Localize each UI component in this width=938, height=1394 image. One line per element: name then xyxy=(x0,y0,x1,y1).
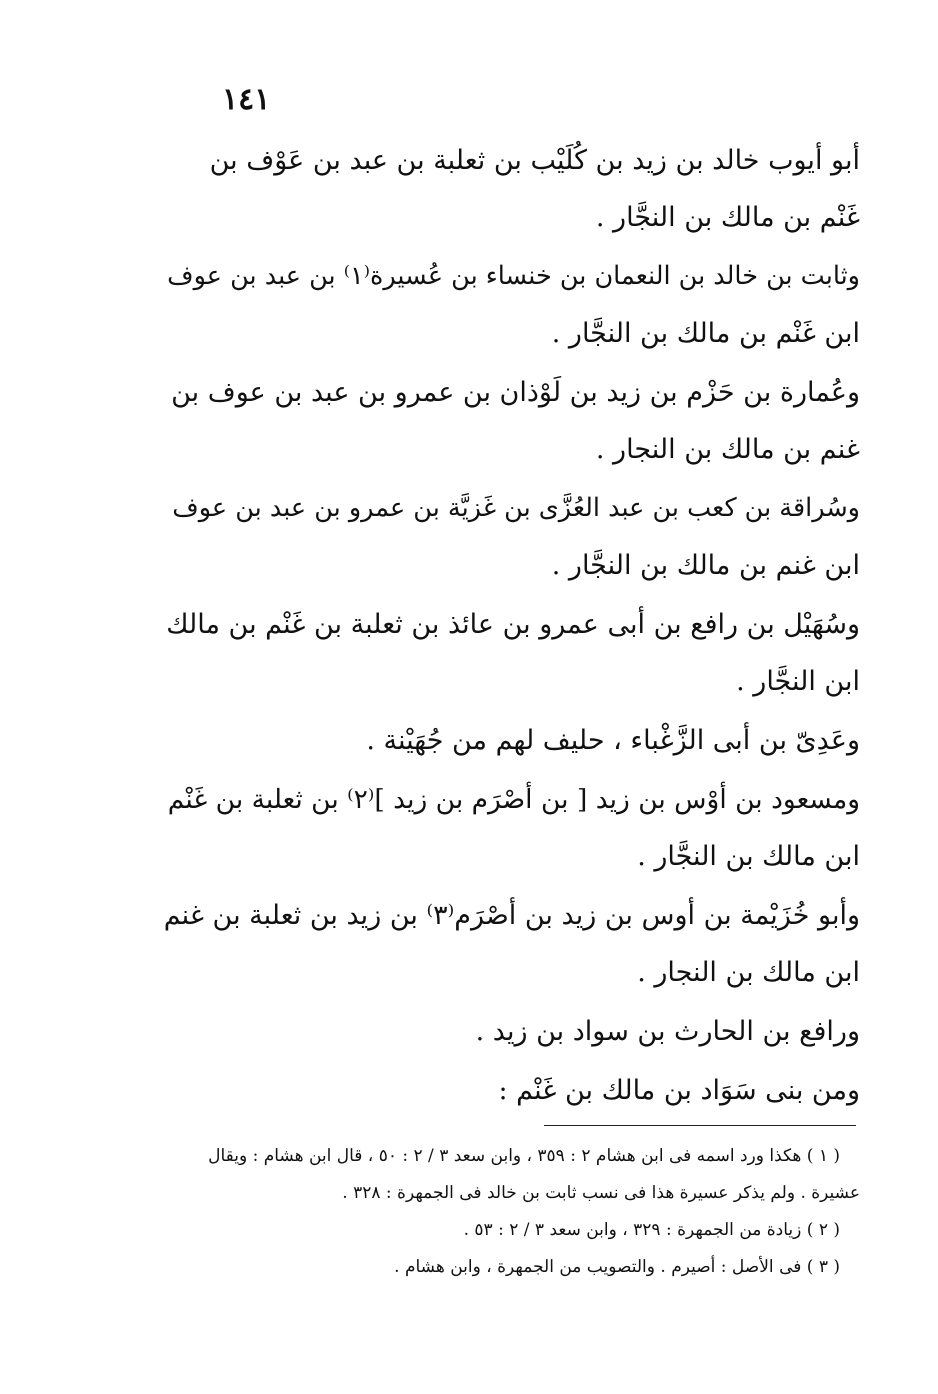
text-line: ابن مالك بن النجار . xyxy=(637,957,860,988)
main-text xyxy=(160,132,860,1121)
footnote-line: ( ٣ ) فى الأصل : أصيرم . والتصويب من الجمهرة ، وابن هشام . xyxy=(394,1257,840,1277)
text-line: ومن بنى سَوَاد بن مالك بن غَنْم : xyxy=(498,1075,860,1106)
paragraph xyxy=(160,771,860,885)
text-line: ومسعود بن أوْس بن زيد [ بن أصْرَم بن زيد ]⁽٢⁾ بن ثعلبة بن غَنْم xyxy=(167,784,860,815)
footnote-line: عشيرة . ولم يذكر عسيرة هذا فى نسب ثابت بن خالد فى الجمهرة : ٣٢٨ . xyxy=(342,1183,860,1203)
footnote-line: ( ٢ ) زيادة من الجمهرة : ٣٢٩ ، وابن سعد ٣ / ٢ : ٥٣ . xyxy=(463,1220,840,1240)
text-line: وعُمارة بن حَزْم بن زيد بن لَوْذان بن عمرو بن عبد بن عوف بن xyxy=(171,377,860,408)
paragraph xyxy=(160,1003,860,1060)
footnotes xyxy=(160,1138,860,1286)
paragraph xyxy=(160,248,860,362)
paragraph xyxy=(160,887,860,1001)
paragraph xyxy=(160,596,860,710)
text-line: أبو أيوب خالد بن زيد بن كُلَيْب بن ثعلبة بن عبد بن عَوْف بن xyxy=(209,145,860,176)
footnote-divider xyxy=(544,1125,856,1126)
text-line: وسُراقة بن كعب بن عبد العُزَّى بن غَزيَّة بن عمرو بن عبد بن عوف xyxy=(172,493,860,523)
text-line: ابن مالك بن النجَّار . xyxy=(637,841,860,872)
paragraph xyxy=(160,480,860,594)
paragraph xyxy=(160,364,860,478)
paragraph xyxy=(160,1062,860,1119)
footnote-line: ( ١ ) هكذا ورد اسمه فى ابن هشام ٢ : ٣٥٩ ، وابن سعد ٣ / ٢ : ٥٠ ، قال ابن هشام : ويقال xyxy=(208,1146,840,1166)
text-line: غَنْم بن مالك بن النجَّار . xyxy=(595,202,860,233)
text-line: ابن النجَّار . xyxy=(736,666,860,697)
text-line: غنم بن مالك بن النجار . xyxy=(595,434,860,465)
text-line: ابن غَنْم بن مالك بن النجَّار . xyxy=(551,318,860,349)
text-line: وأبو خُزَيْمة بن أوس بن زيد بن أصْرَم⁽٣⁾ بن زيد بن ثعلبة بن غنم xyxy=(163,900,860,931)
text-line: ابن غنم بن مالك بن النجَّار . xyxy=(551,550,860,581)
text-line: وسُهَيْل بن رافع بن أبى عمرو بن عائذ بن ثعلبة بن غَنْم بن مالك xyxy=(166,609,860,640)
text-line: وعَدِىّ بن أبى الزَّغْباء ، حليف لهم من جُهَيْنة . xyxy=(366,725,860,756)
page-number: ١٤١ xyxy=(222,82,271,117)
text-line: ورافع بن الحارث بن سواد بن زيد . xyxy=(475,1016,860,1047)
text-line: وثابت بن خالد بن النعمان بن خنساء بن عُسيرة⁽١⁾ بن عبد بن عوف xyxy=(167,261,860,291)
paragraph xyxy=(160,712,860,769)
paragraph xyxy=(160,132,860,246)
